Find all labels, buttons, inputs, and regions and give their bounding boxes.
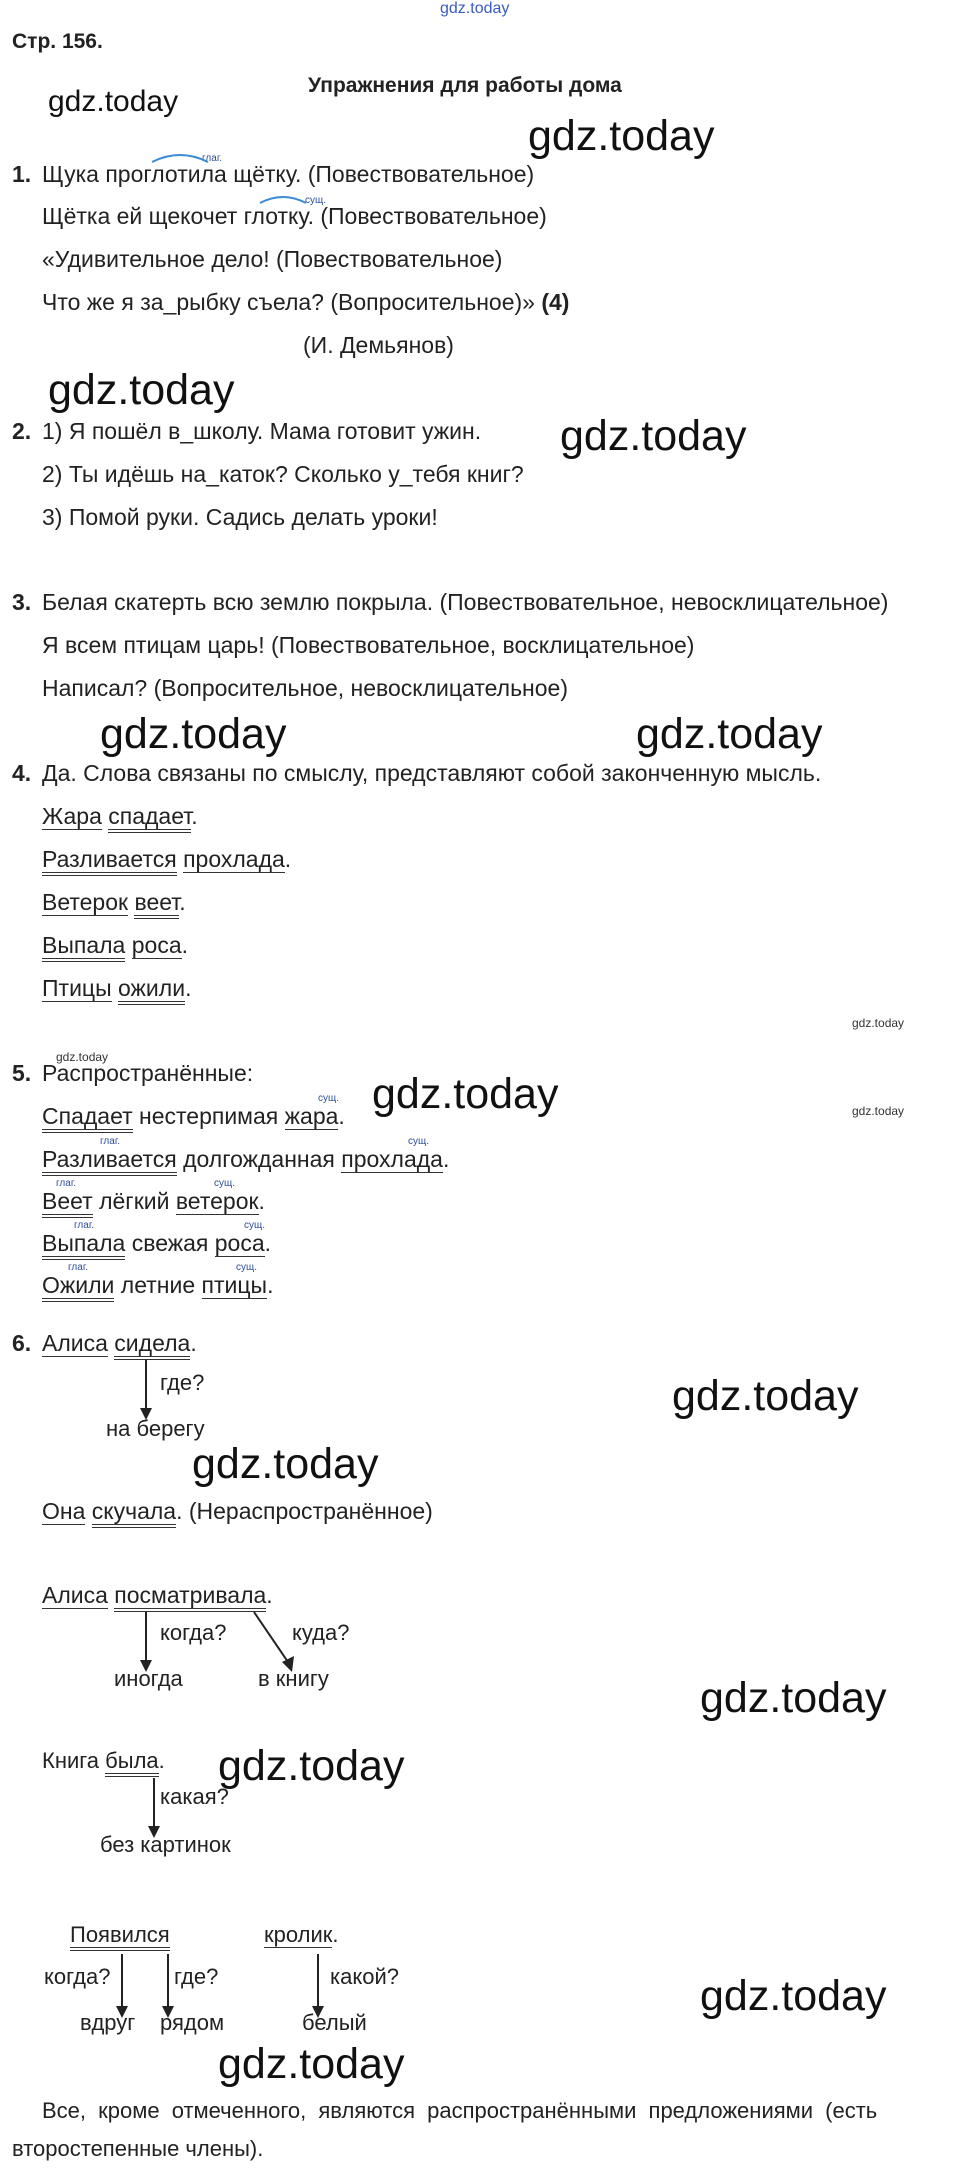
ex5-subject: птицы xyxy=(201,1272,268,1298)
ex1-noun-mark: сущ. xyxy=(305,195,327,206)
ex5-row: Разливается долгожданная прохлада. xyxy=(42,1144,449,1174)
ex5-predicate: Разливается xyxy=(42,1146,177,1176)
ex6-s5-subject-line: кролик. xyxy=(264,1922,339,1947)
watermark: gdz.today xyxy=(192,1440,379,1488)
watermark: gdz.today xyxy=(100,710,287,758)
ex6-predicate: Появился xyxy=(70,1922,170,1951)
small-watermark: gdz.today xyxy=(852,1104,905,1118)
ex4-row: Разливается прохлада. xyxy=(42,844,291,874)
ex3-line1: Белая скатерть всю землю покрыла. (Повествовательное, невосклицательное) xyxy=(42,589,889,615)
ex4-subject: Птицы xyxy=(42,975,112,1001)
watermark: gdz.today xyxy=(700,1972,887,2020)
ex6-s1: Алиса сидела. xyxy=(42,1328,197,1358)
ex6-answer: белый xyxy=(302,2010,367,2035)
ex1-author: (И. Демьянов) xyxy=(303,332,454,358)
ex6-answer: в книгу xyxy=(258,1666,329,1691)
ex2-line2: 2) Ты идёшь на_каток? Сколько у_тебя книг? xyxy=(42,461,524,487)
ex4-subject: Жара xyxy=(42,803,102,829)
ex6-word: Книга xyxy=(42,1748,106,1773)
ex1-line1: Щука проглотила щётку. (Повествовательное) xyxy=(42,161,535,187)
ex5-verb-mark: глаг. xyxy=(74,1220,95,1231)
ex1-arc xyxy=(150,150,210,164)
ex6-predicate: скучала xyxy=(92,1498,176,1528)
ex5-predicate: Веет xyxy=(42,1188,93,1218)
watermark: gdz.today xyxy=(218,2040,405,2088)
ex5-attribute: нестерпимая xyxy=(132,1103,285,1129)
ex5-subject: роса xyxy=(214,1230,265,1256)
ex5-subject: ветерок xyxy=(175,1188,259,1214)
ex4-row: Ветерок веет. xyxy=(42,887,186,917)
ex5-row: Ожили летние птицы. xyxy=(42,1270,273,1300)
ex6-s4: Книга была. xyxy=(42,1746,165,1776)
ex6-subject: Алиса xyxy=(42,1582,108,1608)
ex6-answer: иногда xyxy=(114,1666,183,1691)
ex6-question: какой? xyxy=(330,1964,399,1989)
watermark: gdz.today xyxy=(528,112,715,160)
ex6-subject: кролик xyxy=(264,1922,333,1947)
ex6-question: когда? xyxy=(160,1620,227,1645)
ex5-attribute: свежая xyxy=(125,1230,215,1256)
ex1-line4-text: Что же я за_рыбку съела? (Вопросительное)» xyxy=(42,289,542,315)
watermark: gdz.today xyxy=(372,1070,559,1118)
ex1-line4 xyxy=(42,287,569,317)
ex4-row: Выпала роса. xyxy=(42,930,188,960)
ex5-title: Распространённые: xyxy=(42,1060,254,1086)
ex6-question: где? xyxy=(174,1964,219,1989)
watermark: gdz.today xyxy=(560,412,747,460)
watermark: gdz.today xyxy=(700,1674,887,1722)
ex1-line2: Щётка ей щекочет глотку. (Повествовательное) xyxy=(42,203,547,229)
ex6-question: куда? xyxy=(292,1620,350,1645)
watermark: gdz.today xyxy=(636,710,823,758)
ex4-row: Жара спадает. xyxy=(42,801,198,831)
ex6-predicate: посматривала xyxy=(114,1582,266,1612)
ex6-answer: на берегу xyxy=(106,1416,205,1441)
arrow-down-icon xyxy=(136,1612,156,1672)
ex6-question: когда? xyxy=(44,1964,111,1989)
ex1-line3: «Удивительное дело! (Повествовательное) xyxy=(42,246,503,272)
ex6-predicate: была xyxy=(105,1748,159,1777)
ex4-predicate: веет xyxy=(134,889,179,919)
ex5-predicate: Выпала xyxy=(42,1230,125,1260)
ex5-noun-mark: сущ. xyxy=(408,1136,430,1147)
ex6-s5 xyxy=(70,1920,170,1950)
ex6-subject: Алиса xyxy=(42,1330,108,1356)
ex5-noun-mark: сущ. xyxy=(236,1262,258,1273)
ex1-verb-mark: глаг. xyxy=(202,153,223,164)
ex4-row: Птицы ожили. xyxy=(42,973,191,1003)
ex5-verb-mark: глаг. xyxy=(68,1262,89,1273)
ex6-conclusion-line2: второстепенные члены). xyxy=(12,2136,264,2161)
ex4-predicate: спадает xyxy=(108,803,191,833)
ex5-predicate: Ожили xyxy=(42,1272,114,1302)
ex5-row: Веет лёгкий ветерок. xyxy=(42,1186,265,1216)
ex6-question: какая? xyxy=(160,1784,229,1809)
ex2-line3: 3) Помой руки. Садись делать уроки! xyxy=(42,504,438,530)
ex5-noun-mark: сущ. xyxy=(244,1220,266,1231)
page-label: Стр. 156. xyxy=(12,30,103,53)
ex3-line3: Написал? (Вопросительное, невосклицательное) xyxy=(42,675,568,701)
ex4-subject: прохлада xyxy=(183,846,285,872)
watermark: gdz.today xyxy=(672,1372,859,1420)
watermark: gdz.today xyxy=(48,85,179,118)
ex4-subject: роса xyxy=(131,932,182,958)
ex5-row: Спадает нестерпимая жара. xyxy=(42,1101,345,1131)
ex6-note: (Нераспространённое) xyxy=(182,1498,433,1524)
ex6-s3: Алиса посматривала. xyxy=(42,1580,273,1610)
ex5-noun-mark: сущ. xyxy=(214,1178,236,1189)
ex6-subject: Она xyxy=(42,1498,86,1524)
ex5-subject: жара xyxy=(284,1103,339,1129)
ex6-question: где? xyxy=(160,1370,205,1395)
ex1-number: 1. xyxy=(12,161,32,187)
ex3-number: 3. xyxy=(12,589,32,615)
ex4-subject: Ветерок xyxy=(42,889,129,915)
ex6-answer: рядом xyxy=(160,2010,225,2035)
ex6-s2: Она скучала. (Нераспространённое) xyxy=(42,1496,433,1526)
watermark: gdz.today xyxy=(48,366,235,414)
top-watermark: gdz.today xyxy=(440,0,510,17)
ex5-predicate: Спадает xyxy=(42,1103,133,1133)
watermark: gdz.today xyxy=(218,1742,405,1790)
ex4-number: 4. xyxy=(12,760,32,786)
ex5-noun-mark: сущ. xyxy=(318,1093,340,1104)
ex5-attribute: долгожданная xyxy=(176,1146,342,1172)
ex5-number: 5. xyxy=(12,1060,32,1086)
ex6-answer: вдруг xyxy=(80,2010,136,2035)
ex5-row: Выпала свежая роса. xyxy=(42,1228,271,1258)
ex6-conclusion-line1: Все, кроме отмеченного, являются распространёнными предложениями (есть xyxy=(42,2098,878,2123)
ex4-predicate: Разливается xyxy=(42,846,177,876)
ex3-line2: Я всем птицам царь! (Повествовательное, восклицательное) xyxy=(42,632,695,658)
ex6-predicate: сидела xyxy=(114,1330,190,1360)
ex1-line4-count: (4) xyxy=(541,289,570,315)
arrow-down-icon xyxy=(136,1360,156,1420)
ex5-verb-mark: глаг. xyxy=(100,1136,121,1147)
page-heading: Упражнения для работы дома xyxy=(308,74,622,97)
ex5-verb-mark: глаг. xyxy=(56,1178,77,1189)
ex4-line0: Да. Слова связаны по смыслу, представляют собой законченную мысль. xyxy=(42,760,822,786)
ex5-attribute: летние xyxy=(114,1272,202,1298)
small-watermark: gdz.today xyxy=(852,1016,905,1030)
ex5-subject: прохлада xyxy=(341,1146,443,1172)
ex6-answer: без картинок xyxy=(100,1832,231,1857)
ex6-number: 6. xyxy=(12,1330,32,1356)
ex2-number: 2. xyxy=(12,418,32,444)
ex1-arc xyxy=(258,193,308,205)
small-watermark: gdz.today xyxy=(56,1050,109,1064)
ex4-predicate: ожили xyxy=(118,975,185,1005)
ex5-attribute: лёгкий xyxy=(92,1188,176,1214)
ex2-line1: 1) Я пошёл в_школу. Мама готовит ужин. xyxy=(42,418,482,444)
ex4-predicate: Выпала xyxy=(42,932,125,962)
